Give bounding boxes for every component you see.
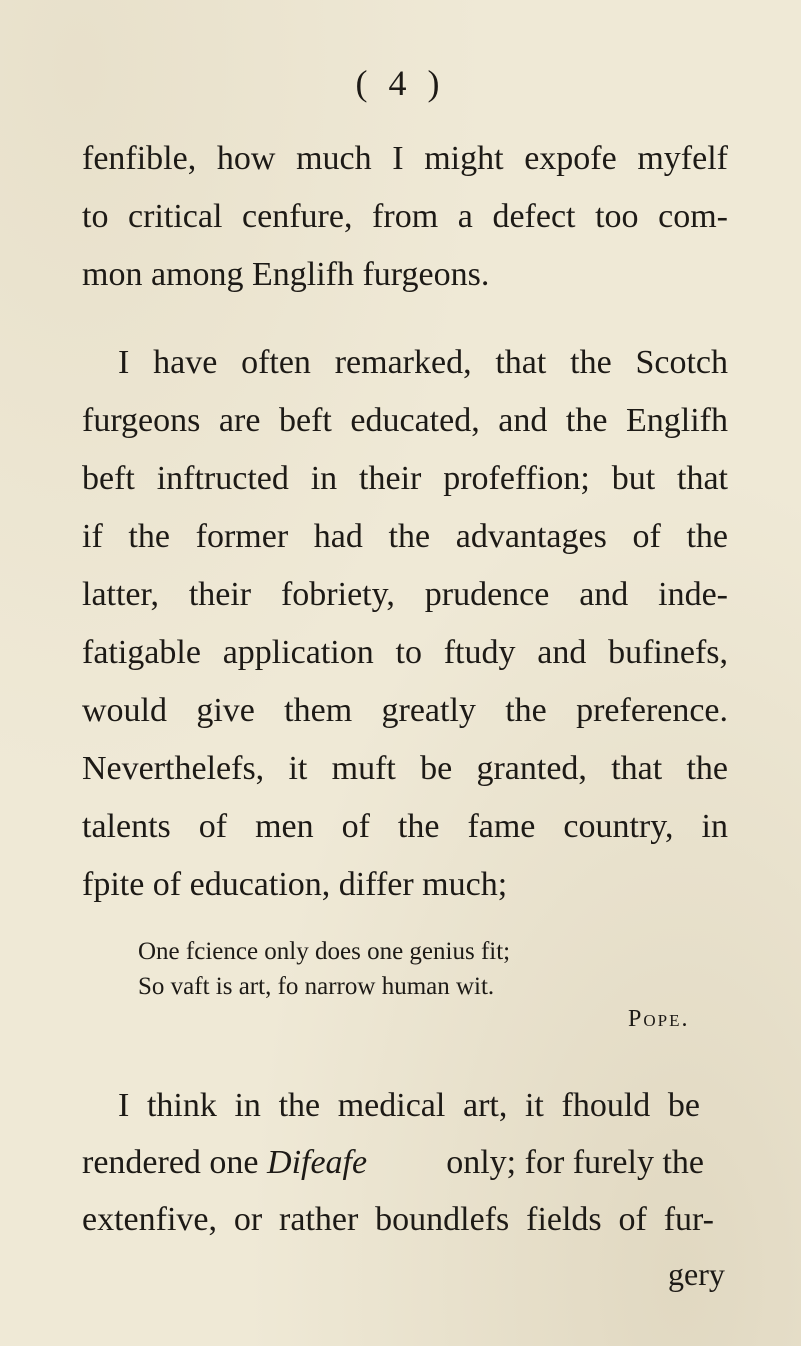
quote-line-2: So vaft is art, fo narrow human wit. [138, 973, 495, 1000]
paragraph-3-italic-word: Difeafe [267, 1144, 368, 1181]
catchword: gery [668, 1256, 725, 1292]
paragraph-2-line-9: talents of men of the fame country, in [82, 808, 728, 845]
paragraph-2-line-5: latter, their fobriety, prudence and inde- [82, 576, 728, 613]
paragraph-2-line-8: Neverthelefs, it muft be granted, that the [82, 750, 728, 787]
paragraph-3-line-2-end: only; for furely the [437, 1144, 704, 1181]
paragraph-1-line-2: to critical cenfure, from a defect too com- [82, 198, 728, 235]
paragraph-2-line-2: furgeons are beft educated, and the Englifh [82, 402, 728, 439]
paragraph-2-line-3: beft inftructed in their profeffion; but that [82, 460, 728, 497]
paragraph-3-line-2 [82, 1143, 704, 1183]
page-number: ( 4 ) [355, 63, 446, 103]
paragraph-3-line-2-start: rendered one [82, 1144, 268, 1181]
quote-line-1: One fcience only does one genius fit; [138, 938, 511, 965]
paragraph-2-line-1: I have often remarked, that the Scotch [118, 344, 728, 381]
paragraph-2-line-6: fatigable application to ftudy and bufinefs, [82, 634, 728, 671]
paragraph-2-line-4: if the former had the advantages of the [82, 518, 728, 555]
paragraph-3-line-1: I think in the medical art, it fhould be [118, 1087, 700, 1124]
paragraph-1-line-1: fenfible, how much I might expofe myfelf [82, 140, 728, 177]
quote-attribution: Pope. [628, 1006, 690, 1032]
paragraph-2-line-7: would give them greatly the preference. [82, 692, 728, 729]
paragraph-2-line-10: fpite of education, differ much; [82, 866, 508, 903]
paragraph-3-line-3: extenfive, or rather boundlefs fields of fur- [82, 1201, 714, 1238]
paragraph-1-line-3: mon among Englifh furgeons. [82, 256, 490, 293]
